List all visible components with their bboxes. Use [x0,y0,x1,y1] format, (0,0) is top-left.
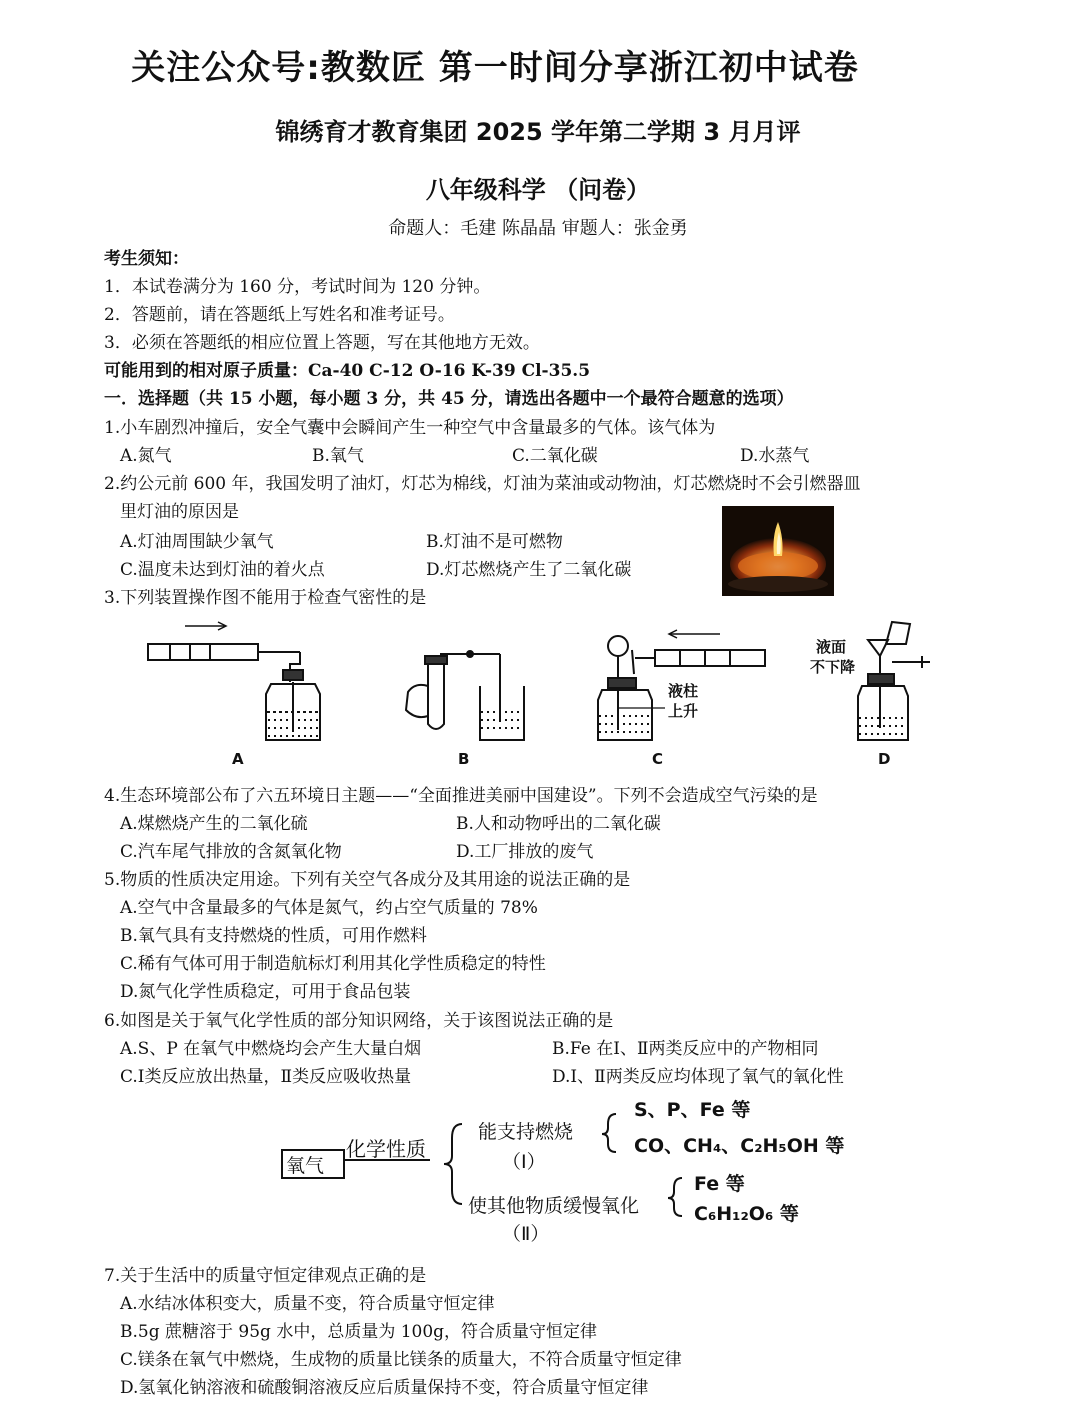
banner: 关注公众号:教数匠 第一时间分享浙江初中试卷 [131,48,859,88]
q2-option-b: B.灯油不是可燃物 [426,532,563,552]
q4-option-c: C.汽车尾气排放的含氮氧化物 [120,842,342,862]
q2-stem: 2.约公元前 600 年，我国发明了油灯，灯芯为棉线，灯油为菜油或动物油，灯芯燃烧时不会引燃器皿 [104,474,861,494]
section-heading: 一．选择题（共 15 小题，每小题 3 分，共 45 分，请选出各题中一个最符合题意的选项） [104,389,794,409]
q5-option-b: B.氧气具有支持燃烧的性质，可用作燃料 [120,926,427,946]
apparatus-b [406,651,524,740]
apparatus-d-note: 液面 [816,638,847,656]
apparatus-label-d: D [878,750,891,768]
q6-option-d: D.Ⅰ、Ⅱ两类反应均体现了氧气的氧化性 [552,1067,844,1087]
q5-option-c: C.稀有气体可用于制造航标灯利用其化学性质稳定的特性 [120,954,546,974]
q5-stem: 5.物质的性质决定用途。下列有关空气各成分及其用途的说法正确的是 [104,870,631,890]
q6-option-c: C.Ⅰ类反应放出热量，Ⅱ类反应吸收热量 [120,1067,412,1087]
authors: 命题人：毛建 陈晶晶 审题人：张金勇 [388,218,688,239]
apparatus-c-note: 液柱 [668,682,699,700]
q7-option-a: A.水结冰体积变大，质量不变，符合质量守恒定律 [120,1294,495,1314]
notice-heading: 考生须知： [104,249,189,269]
node-chemical-property: 化学性质 [346,1137,426,1161]
q1-stem: 1.小车剧烈冲撞后，安全气囊中会瞬间产生一种空气中含量最多的气体。该气体为 [104,418,716,438]
q7-option-b: B.5g 蔗糖溶于 95g 水中，总质量为 100g，符合质量守恒定律 [120,1322,598,1342]
cat1-item: CO、CH₄、C₂H₅OH 等 [634,1135,845,1157]
apparatus-a [148,622,320,740]
q5-option-a: A.空气中含量最多的气体是氮气，约占空气质量的 78% [120,898,538,918]
apparatus-d-note: 不下降 [810,658,856,676]
q2-option-c: C.温度未达到灯油的着火点 [120,560,325,580]
q4-option-a: A.煤燃烧产生的二氧化硫 [120,814,308,834]
apparatus-label-a: A [232,750,244,768]
node-slow-oxidation: 使其他物质缓慢氧化 [468,1195,640,1217]
apparatus-label-b: B [458,750,470,768]
cat2-item: Fe 等 [694,1173,745,1195]
q1-option-c: C.二氧化碳 [512,446,598,466]
q2-stem-cont: 里灯油的原因是 [120,502,239,522]
q4-stem: 4.生态环境部公布了六五环境日主题——“全面推进美丽中国建设”。下列不会造成空气污染的是 [104,786,818,806]
q4-option-b: B.人和动物呼出的二氧化碳 [456,814,661,834]
q5-option-d: D.氮气化学性质稳定，可用于食品包装 [120,982,411,1002]
cat2-item: C₆H₁₂O₆ 等 [694,1203,799,1225]
cat1-item: S、P、Fe 等 [634,1099,751,1121]
node-supports-combustion: 能支持燃烧 [478,1121,574,1143]
q2-option-a: A.灯油周围缺少氧气 [120,532,274,552]
q1-option-b: B.氧气 [312,446,364,466]
exam-subtitle: 八年级科学 （问卷） [425,176,651,204]
node-category-1: （Ⅰ） [502,1151,546,1173]
q7-option-d: D.氢氧化钠溶液和硫酸铜溶液反应后质量保持不变，符合质量守恒定律 [120,1378,649,1398]
oil-lamp-photo [722,506,834,596]
q6-option-b: B.Fe 在Ⅰ、Ⅱ两类反应中的产物相同 [552,1039,819,1059]
apparatus-label-c: C [652,750,664,768]
exam-title: 锦绣育才教育集团 2025 学年第二学期 3 月月评 [275,118,801,146]
atomic-mass: 可能用到的相对原子质量：Ca-40 C-12 O-16 K-39 Cl-35.5 [104,361,591,381]
node-category-2: （Ⅱ） [502,1223,550,1245]
apparatus-d [858,622,930,740]
q3-apparatus-figure [140,612,940,772]
q2-option-d: D.灯芯燃烧产生了二氧化碳 [426,560,632,580]
node-oxygen: 氧气 [286,1155,325,1177]
q1-option-d: D.水蒸气 [740,446,810,466]
q4-option-d: D.工厂排放的废气 [456,842,594,862]
q1-option-a: A.氮气 [120,446,172,466]
q7-option-c: C.镁条在氧气中燃烧，生成物的质量比镁条的质量大，不符合质量守恒定律 [120,1350,682,1370]
notice-item: 3．必须在答题纸的相应位置上答题，写在其他地方无效。 [104,333,540,353]
notice-item: 1．本试卷满分为 160 分，考试时间为 120 分钟。 [104,277,491,297]
apparatus-c-note: 上升 [668,702,699,720]
q6-stem: 6.如图是关于氧气化学性质的部分知识网络，关于该图说法正确的是 [104,1011,614,1031]
q7-stem: 7.关于生活中的质量守恒定律观点正确的是 [104,1266,427,1286]
q6-option-a: A.S、P 在氧气中燃烧均会产生大量白烟 [120,1039,422,1059]
notice-item: 2．答题前，请在答题纸上写姓名和准考证号。 [104,305,455,325]
q3-stem: 3.下列装置操作图不能用于检查气密性的是 [104,588,427,608]
oxygen-knowledge-network [270,1094,870,1254]
